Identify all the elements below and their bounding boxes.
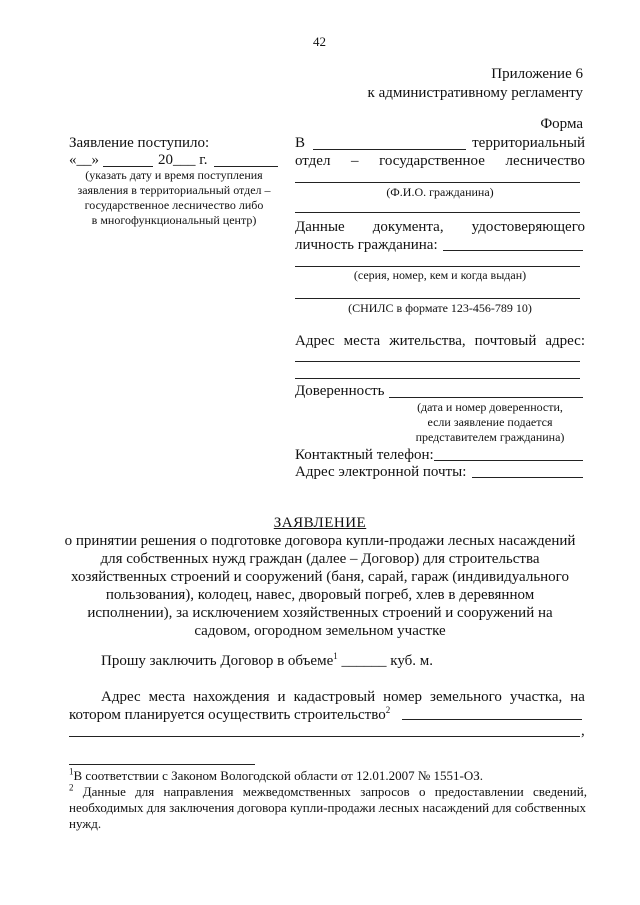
- location-word: места: [148, 689, 186, 705]
- received-hint-2: заявления в территориальный отдел –: [77, 183, 271, 197]
- location-line2-text: котором планируется осуществить строительство: [69, 707, 386, 723]
- dept-word: отдел: [295, 153, 331, 169]
- location-word: номер: [383, 689, 423, 705]
- footnote-1-number: 1: [69, 766, 74, 777]
- dept-word: –: [351, 153, 359, 169]
- location-label-2: [69, 706, 390, 724]
- volume-request-text: Прошу заключить Договор в объеме: [101, 653, 334, 669]
- address-blank-1[interactable]: [295, 361, 580, 362]
- volume-request: [101, 652, 433, 670]
- location-word: земельного: [430, 689, 502, 705]
- department-blank[interactable]: [313, 149, 466, 150]
- footnote-2-word: для: [135, 784, 155, 799]
- phone-label: Контактный телефон:: [295, 447, 434, 463]
- footnote-2-word: запросов: [360, 784, 410, 799]
- received-time-blank[interactable]: [214, 166, 278, 167]
- footnote-2-number: 2: [69, 782, 74, 793]
- email-blank[interactable]: [472, 477, 583, 478]
- location-word: участка,: [509, 689, 563, 705]
- address-word: жительства,: [389, 333, 466, 349]
- footnote-2-line-3: нужд.: [69, 816, 102, 831]
- form-label: Форма: [540, 116, 583, 132]
- address-word: почтовый: [474, 333, 537, 349]
- footnote-2-line-1: [69, 784, 587, 800]
- appendix-title: Приложение 6: [491, 66, 583, 82]
- location-word: нахождения: [193, 689, 270, 705]
- footnote-2-word: межведомственных: [242, 784, 351, 799]
- document-label: [295, 218, 585, 236]
- address-blank-2[interactable]: [295, 378, 580, 379]
- document-blank[interactable]: [443, 250, 583, 251]
- power-of-attorney-label: Доверенность: [295, 383, 385, 399]
- location-label: [101, 688, 585, 706]
- received-hint-3: государственное лесничество либо: [84, 198, 264, 212]
- location-word: кадастровый: [293, 689, 376, 705]
- statement-line-2: для собственных нужд граждан (далее – Договор) для строительства: [100, 551, 540, 567]
- footnote-2-word: направления: [163, 784, 234, 799]
- location-blank-2[interactable]: [69, 736, 580, 737]
- address-word: адрес:: [545, 333, 585, 349]
- poa-hint-2: если заявление подается: [427, 415, 553, 429]
- page-number: 42: [313, 34, 326, 49]
- received-label: Заявление поступило:: [69, 135, 210, 151]
- fio-blank-2[interactable]: [295, 212, 580, 213]
- location-word: и: [277, 689, 286, 705]
- footnote-2-word: о: [418, 784, 426, 799]
- footnote-2-line-2: необходимых для заключения договора купли-продажи лесных насаждений для собственных: [69, 800, 587, 815]
- footnote-separator: [69, 764, 255, 765]
- poa-hint-3: представителем гражданина): [415, 430, 565, 444]
- statement-line-3: хозяйственных строений и сооружений (баня, сарай, гараж (индивидуального: [71, 569, 569, 585]
- location-word: на: [570, 689, 585, 705]
- footnote-ref-1: 1: [333, 651, 338, 661]
- statement-line-4: пользования), колодец, навес, дворовый погреб, хлев в деревянном: [105, 587, 535, 603]
- document-word: удостоверяющего: [471, 219, 585, 235]
- dept-word: лесничество: [505, 153, 585, 169]
- phone-blank[interactable]: [434, 460, 583, 461]
- poa-hint-1: (дата и номер доверенности,: [417, 400, 563, 414]
- dept-word: государственное: [379, 153, 485, 169]
- location-blank-1[interactable]: [402, 719, 582, 720]
- statement-line-6: садовом, огородном земельном участке: [194, 623, 446, 639]
- recipient-department: [295, 152, 585, 170]
- footnote-2-word: сведений,: [533, 784, 587, 799]
- document-word: Данные: [295, 219, 345, 235]
- fio-hint: (Ф.И.О. гражданина): [386, 185, 494, 199]
- statement-line-1: о принятии решения о подготовке договора купли-продажи лесных насаждений: [64, 533, 576, 549]
- snils-blank[interactable]: [295, 298, 580, 299]
- address-label: [295, 332, 585, 350]
- document-hint: (серия, номер, кем и когда выдан): [353, 268, 527, 282]
- volume-blank[interactable]: ______: [341, 653, 387, 669]
- document-word: документа,: [372, 219, 444, 235]
- received-date-prefix: «__»: [69, 152, 99, 168]
- document-blank-2[interactable]: [295, 266, 580, 267]
- location-end-mark: ,: [581, 723, 585, 739]
- address-word: места: [343, 333, 381, 349]
- received-hint-4: в многофункциональный центр): [91, 213, 257, 227]
- footnote-2-word: предоставлении: [434, 784, 524, 799]
- power-of-attorney-blank[interactable]: [389, 397, 583, 398]
- statement-line-5: исполнении), за исключением хозяйственных строений и сооружений на: [87, 605, 553, 621]
- received-date-year: 20___ г.: [158, 152, 208, 168]
- received-hint-1: (указать дату и время поступления: [85, 168, 263, 182]
- footnote-1: [69, 768, 483, 784]
- email-label: Адрес электронной почты:: [295, 464, 467, 480]
- address-word: Адрес: [295, 333, 335, 349]
- recipient-in: В: [295, 135, 306, 151]
- volume-unit: куб. м.: [390, 653, 434, 669]
- footnote-2-word: [69, 784, 74, 800]
- footnote-ref-2: 2: [385, 705, 391, 715]
- footnote-1-text: В соответствии с Законом Вологодской области от 12.01.2007 № 1551-ОЗ.: [73, 768, 483, 783]
- footnote-2-word: Данные: [82, 784, 126, 799]
- location-word: Адрес: [101, 689, 141, 705]
- received-date-blank[interactable]: [103, 166, 153, 167]
- recipient-territorial: территориальный: [472, 135, 585, 151]
- fio-blank[interactable]: [295, 182, 580, 183]
- appendix-subtitle: к административному регламенту: [367, 85, 583, 101]
- snils-hint: (СНИЛС в формате 123-456-789 10): [348, 301, 532, 315]
- statement-title: ЗАЯВЛЕНИЕ: [273, 515, 367, 531]
- document-label-2: личность гражданина:: [295, 237, 438, 253]
